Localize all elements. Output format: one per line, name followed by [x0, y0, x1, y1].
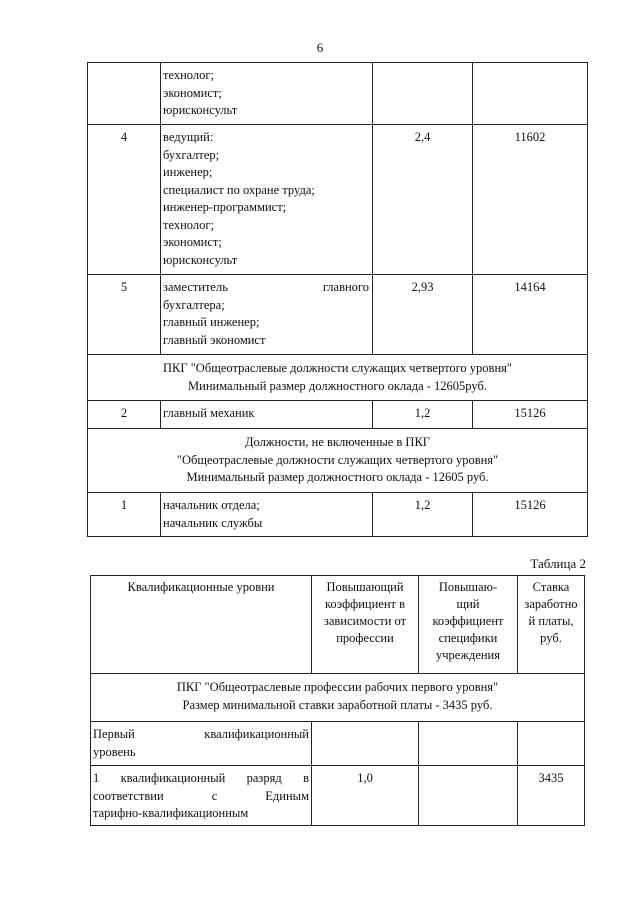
- header-rate: [518, 576, 585, 674]
- group-band: [88, 429, 588, 493]
- coefficient-cell: 1,2: [373, 493, 473, 537]
- position-list: [161, 125, 373, 275]
- position-item: экономист;: [163, 85, 222, 100]
- grade-line: [93, 770, 309, 788]
- table-row: [91, 722, 585, 766]
- header-line: специфики: [438, 631, 498, 645]
- header-line: заработно: [524, 597, 578, 611]
- table-row: [88, 125, 588, 275]
- group-band: [91, 674, 585, 722]
- header-coef-profession: [312, 576, 419, 674]
- group-band: [88, 355, 588, 401]
- position-list: [161, 275, 373, 355]
- group-subtitle: Минимальный размер должностного оклада - 12605 руб.: [186, 470, 489, 484]
- table-row: [88, 401, 588, 429]
- table-row: [88, 275, 588, 355]
- position-list: [161, 401, 373, 429]
- salary-cell: 15126: [473, 401, 588, 429]
- position-item: инженер-программист;: [163, 200, 287, 214]
- position-item: экономист;: [163, 235, 222, 249]
- coefficient-cell: 2,93: [373, 275, 473, 355]
- header-line: Ставка: [532, 580, 570, 594]
- header-line: профессии: [336, 631, 394, 645]
- empty-cell: [312, 722, 419, 766]
- position-item: технолог;: [163, 217, 214, 232]
- position-item: главный инженер;: [163, 315, 260, 329]
- header-line: зависимости от: [323, 614, 407, 628]
- position-list: [161, 493, 373, 537]
- table-row: [91, 766, 585, 826]
- group-title: ПКГ "Общеотраслевые профессии рабочих первого уровня": [176, 680, 499, 694]
- empty-cell: [518, 722, 585, 766]
- position-word: главного: [322, 280, 369, 294]
- header-line: Повышаю-: [438, 580, 498, 594]
- salary-cell: 14164: [473, 275, 588, 355]
- position-list: [161, 63, 373, 125]
- positions-table: [87, 62, 588, 537]
- grade-word: квалификационный: [120, 771, 226, 785]
- page-number: 6: [316, 40, 324, 55]
- row-number: 2: [88, 401, 161, 429]
- salary-cell: 15126: [473, 493, 588, 537]
- group-header: [91, 674, 585, 722]
- grade-line: тарифно-квалификационным: [93, 806, 249, 820]
- position-item: главный экономист: [163, 332, 266, 347]
- position-item: ведущий:: [163, 130, 214, 144]
- table-row: [88, 63, 588, 125]
- rate-cell: 3435: [518, 766, 585, 826]
- group-title: "Общеотраслевые должности служащих четвертого уровня": [176, 452, 499, 467]
- row-number: [88, 63, 161, 125]
- header-line: й платы,: [528, 614, 574, 628]
- position-item: начальник отдела;: [163, 498, 260, 512]
- level-word: Первый: [93, 727, 135, 741]
- position-item: бухгалтера;: [163, 297, 225, 312]
- grade-word: разряд: [246, 771, 282, 785]
- salary-cell: [473, 63, 588, 125]
- group-subtitle: Минимальный размер должностного оклада - 12605руб.: [188, 378, 487, 393]
- empty-cell: [419, 722, 518, 766]
- row-number: 4: [88, 125, 161, 275]
- header-coef-specifics: [419, 576, 518, 674]
- grade-word: Единым: [265, 788, 309, 803]
- salary-cell: 11602: [473, 125, 588, 275]
- row-number: 5: [88, 275, 161, 355]
- coefficient-cell: 1,2: [373, 401, 473, 429]
- level-line: уровень: [93, 744, 136, 759]
- group-header: [88, 429, 588, 493]
- table-caption: Таблица 2: [530, 556, 586, 571]
- coefficient-cell: 2,4: [373, 125, 473, 275]
- grade-word: в: [303, 771, 309, 785]
- header-row: [91, 576, 585, 674]
- position-item: юрисконсульт: [163, 252, 238, 267]
- grade-word: 1: [93, 771, 100, 785]
- position-word: заместитель: [163, 280, 228, 294]
- group-header: [88, 355, 588, 401]
- coefficient-cell: [373, 63, 473, 125]
- position-item: технолог;: [163, 68, 214, 82]
- group-title: ПКГ "Общеотраслевые должности служащих четвертого уровня": [162, 361, 513, 375]
- qualification-table: [90, 575, 585, 826]
- group-title: Должности, не включенные в ПКГ: [244, 435, 431, 449]
- table-row: [88, 493, 588, 537]
- position-item: юрисконсульт: [163, 103, 238, 117]
- level-line: [93, 726, 309, 744]
- empty-cell: [419, 766, 518, 826]
- header-line: Повышающий: [326, 580, 404, 594]
- group-subtitle: Размер минимальной ставки заработной платы - 3435 руб.: [182, 697, 493, 712]
- header-line: учреждения: [435, 648, 500, 662]
- position-item: специалист по охране труда;: [163, 182, 315, 197]
- coefficient-cell: 1,0: [312, 766, 419, 826]
- header-line: коэффициент: [432, 614, 504, 628]
- position-item: начальник службы: [163, 515, 263, 530]
- level-name: [91, 722, 312, 766]
- header-line: руб.: [540, 631, 562, 645]
- header-line: коэффициент в: [324, 597, 406, 611]
- grade-line: [93, 788, 309, 806]
- position-item: инженер;: [163, 165, 213, 179]
- grade-word: соответствии: [93, 788, 164, 803]
- level-word: квалификационный: [204, 727, 309, 741]
- grade-word: с: [211, 788, 218, 803]
- position-item: бухгалтер;: [163, 147, 220, 162]
- position-item-justified: [163, 279, 372, 297]
- header-levels: Квалификационные уровни: [91, 576, 312, 674]
- grade-name: [91, 766, 312, 826]
- header-line: щий: [456, 597, 480, 611]
- position-item: главный механик: [163, 406, 255, 420]
- row-number: 1: [88, 493, 161, 537]
